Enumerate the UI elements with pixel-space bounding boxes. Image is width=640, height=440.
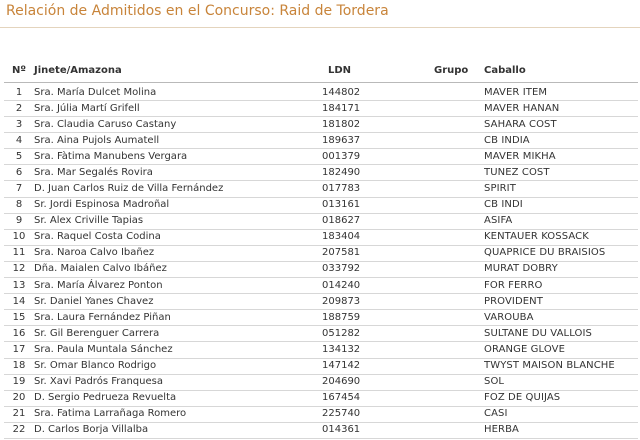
cell-rider: Sr. Jordi Espinosa Madroñal (34, 199, 170, 211)
cell-num: 8 (15, 199, 23, 211)
cell-rider: Sra. Naroa Calvo Ibañez (34, 247, 155, 259)
cell-horse: TWYST MAISON BLANCHE (484, 360, 615, 372)
table-row (4, 197, 638, 213)
cell-num: 4 (15, 134, 23, 146)
table-row (4, 326, 638, 342)
cell-ldn: 207581 (322, 247, 361, 259)
cell-group (432, 342, 484, 358)
table-row (4, 165, 638, 181)
table-row (4, 83, 638, 101)
cell-ldn: 182490 (322, 166, 361, 178)
cell-num: 18 (12, 360, 26, 372)
cell-horse: SAHARA COST (484, 118, 557, 130)
cell-num: 3 (15, 118, 23, 130)
cell-group (432, 165, 484, 181)
cell-ldn: 225740 (322, 408, 361, 420)
cell-num: 19 (12, 376, 26, 388)
cell-rider: Sra. Mar Segalés Rovira (34, 166, 153, 178)
cell-rider: D. Juan Carlos Ruiz de Villa Fernández (34, 183, 224, 195)
cell-rider: Sra. Júlia Martí Grifell (34, 102, 140, 114)
cell-horse: MAVER HANAN (484, 102, 560, 114)
cell-rider: Sra. Claudia Caruso Castany (34, 118, 177, 130)
cell-group (432, 83, 484, 101)
table-row (4, 229, 638, 245)
cell-num: 17 (12, 343, 26, 355)
cell-ldn: 188759 (322, 311, 361, 323)
admitted-table (4, 54, 638, 439)
cell-rider: D. Carlos Borja Villalba (34, 424, 149, 436)
cell-horse: KENTAUER KOSSACK (484, 231, 589, 243)
table-row (4, 422, 638, 438)
cell-horse: SPIRIT (484, 183, 516, 195)
cell-horse: FOZ DE QUIJAS (484, 392, 561, 404)
cell-rider: Sr. Alex Criville Tapias (34, 215, 144, 227)
cell-rider: Sra. Aina Pujols Aumatell (34, 134, 160, 146)
cell-group (432, 422, 484, 438)
cell-ldn: 001379 (322, 150, 361, 162)
cell-rider: Sra. Fatima Larrañaga Romero (34, 408, 187, 420)
cell-horse: HERBA (484, 424, 519, 436)
cell-ldn: 014361 (322, 424, 361, 436)
cell-group (432, 181, 484, 197)
cell-ldn: 184171 (322, 102, 361, 114)
table-row (4, 358, 638, 374)
cell-ldn: 181802 (322, 118, 361, 130)
table-row (4, 213, 638, 229)
cell-ldn: 204690 (322, 376, 361, 388)
table-row (4, 101, 638, 117)
cell-num: 16 (12, 327, 26, 339)
column-header-group: Grupo (434, 65, 469, 76)
cell-num: 21 (12, 408, 26, 420)
cell-ldn: 017783 (322, 183, 361, 195)
cell-group (432, 310, 484, 326)
cell-group (432, 133, 484, 149)
table-row (4, 406, 638, 422)
cell-horse: MAVER ITEM (484, 87, 548, 98)
cell-horse: CB INDI (484, 199, 523, 211)
cell-num: 11 (12, 247, 26, 259)
column-header-rider: Jinete/Amazona (34, 65, 122, 76)
cell-ldn: 018627 (322, 215, 361, 227)
cell-ldn: 144802 (322, 87, 361, 98)
title-divider (0, 27, 640, 28)
cell-rider: Sra. Paula Muntala Sánchez (34, 343, 173, 355)
cell-ldn: 051282 (322, 327, 361, 339)
cell-num: 10 (12, 231, 26, 243)
cell-rider: Sra. María Álvarez Ponton (34, 279, 163, 291)
cell-group (432, 326, 484, 342)
cell-ldn: 134132 (322, 343, 361, 355)
table-header-row (4, 54, 638, 83)
cell-ldn: 013161 (322, 199, 361, 211)
cell-rider: Sra. María Dulcet Molina (34, 87, 157, 98)
cell-group (432, 390, 484, 406)
cell-rider: Sr. Daniel Yanes Chavez (34, 295, 154, 307)
cell-group (432, 294, 484, 310)
cell-horse: MURAT DOBRY (484, 263, 558, 275)
cell-rider: D. Sergio Pedrueza Revuelta (34, 392, 177, 404)
table-row (4, 374, 638, 390)
cell-group (432, 374, 484, 390)
cell-horse: FOR FERRO (484, 279, 543, 291)
cell-num: 13 (12, 279, 26, 291)
table-row (4, 245, 638, 261)
cell-ldn: 167454 (322, 392, 361, 404)
cell-horse: SULTANE DU VALLOIS (484, 327, 593, 339)
table-row (4, 310, 638, 326)
table-body (4, 83, 638, 439)
cell-rider: Sra. Fàtima Manubens Vergara (34, 150, 188, 162)
cell-horse: ORANGE GLOVE (484, 343, 565, 355)
cell-group (432, 406, 484, 422)
cell-group (432, 213, 484, 229)
cell-num: 15 (12, 311, 26, 323)
cell-group (432, 149, 484, 165)
cell-num: 9 (15, 215, 23, 227)
column-header-num: Nº (11, 65, 26, 76)
cell-horse: TUNEZ COST (484, 166, 550, 178)
cell-rider: Sr. Xavi Padrós Franquesa (34, 376, 163, 388)
cell-ldn: 209873 (322, 295, 361, 307)
table-row (4, 261, 638, 277)
table-row (4, 181, 638, 197)
cell-horse: CASI (484, 408, 508, 420)
cell-num: 7 (15, 183, 23, 195)
table-row (4, 278, 638, 294)
page-title: Relación de Admitidos en el Concurso: Raid de Tordera (6, 3, 389, 19)
cell-rider: Sr. Omar Blanco Rodrigo (34, 360, 157, 372)
cell-ldn: 189637 (322, 134, 361, 146)
cell-rider: Sra. Raquel Costa Codina (34, 231, 161, 243)
cell-rider: Sr. Gil Berenguer Carrera (34, 327, 160, 339)
cell-num: 20 (12, 392, 26, 404)
cell-rider: Sra. Laura Fernández Piñan (34, 311, 171, 323)
cell-horse: CB INDIA (484, 134, 530, 146)
cell-horse: PROVIDENT (484, 295, 543, 307)
table-row (4, 390, 638, 406)
cell-ldn: 033792 (322, 263, 361, 275)
cell-horse: SOL (484, 376, 505, 388)
cell-horse: MAVER MIKHA (484, 150, 556, 162)
column-header-ldn: LDN (328, 65, 352, 76)
table-row (4, 149, 638, 165)
cell-group (432, 117, 484, 133)
cell-horse: QUAPRICE DU BRAISIOS (484, 247, 606, 259)
cell-group (432, 229, 484, 245)
cell-num: 2 (15, 102, 23, 114)
cell-group (432, 358, 484, 374)
cell-group (432, 245, 484, 261)
cell-ldn: 147142 (322, 360, 361, 372)
cell-rider: Dña. Maialen Calvo Ibáñez (34, 263, 167, 275)
cell-num: 14 (12, 295, 26, 307)
cell-num: 6 (15, 166, 23, 178)
column-header-horse: Caballo (484, 65, 526, 76)
cell-num: 12 (12, 263, 26, 275)
table-row (4, 117, 638, 133)
table-row (4, 342, 638, 358)
cell-num: 5 (15, 150, 23, 162)
table-row (4, 133, 638, 149)
cell-group (432, 261, 484, 277)
cell-ldn: 014240 (322, 279, 361, 291)
cell-group (432, 101, 484, 117)
table-row (4, 294, 638, 310)
cell-horse: ASIFA (484, 215, 513, 227)
cell-horse: VAROUBA (484, 311, 534, 323)
cell-num: 1 (15, 87, 23, 98)
cell-num: 22 (12, 424, 26, 436)
cell-ldn: 183404 (322, 231, 361, 243)
cell-group (432, 278, 484, 294)
cell-group (432, 197, 484, 213)
